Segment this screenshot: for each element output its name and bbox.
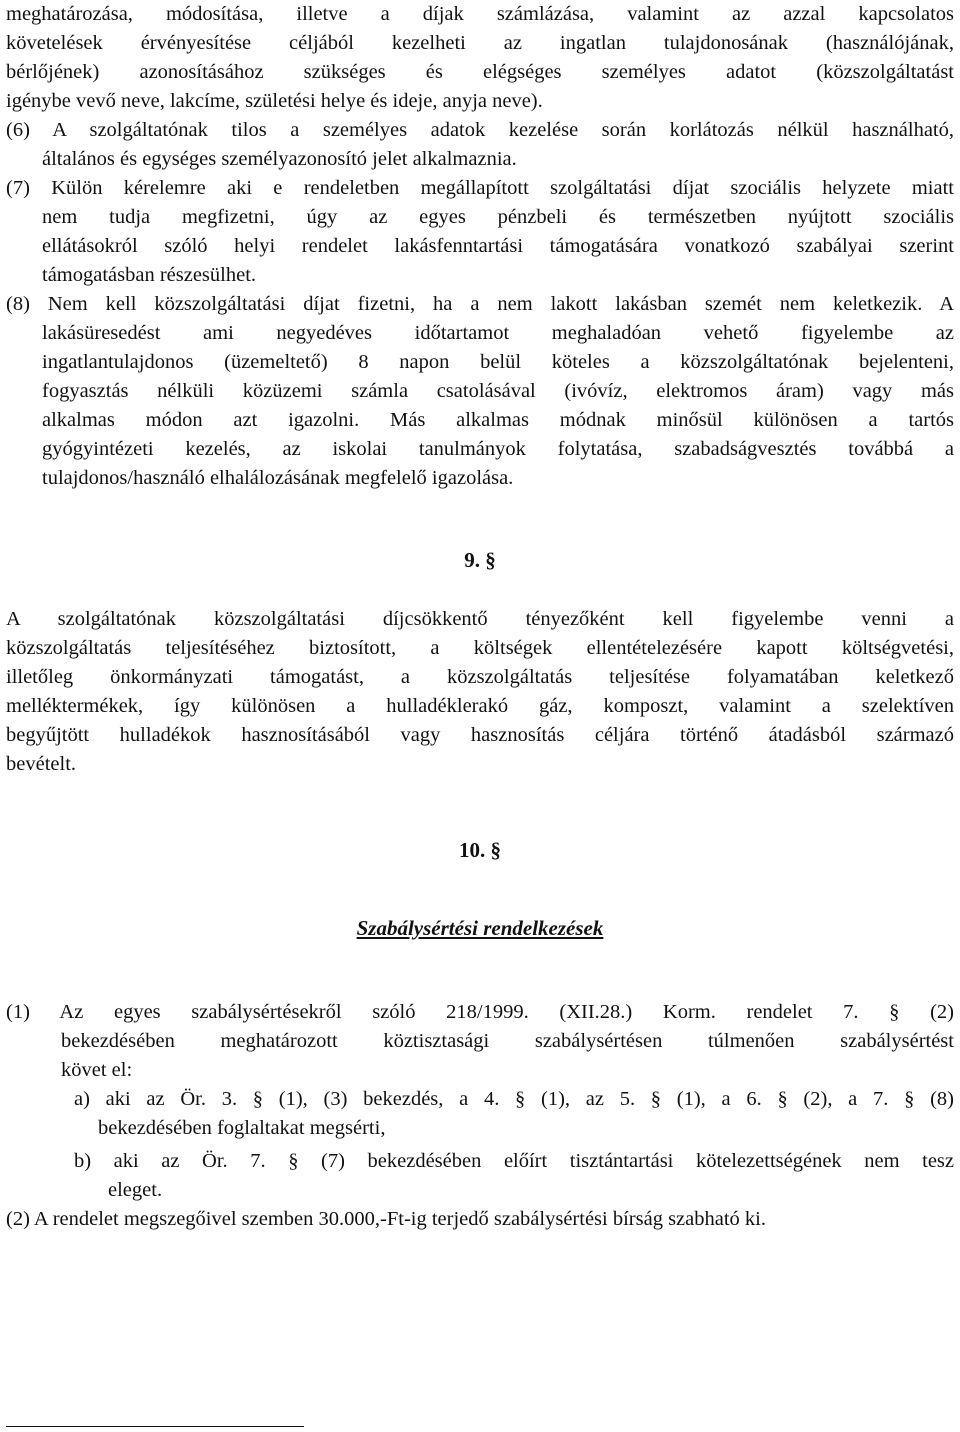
text-line: bekezdésében foglaltakat megsérti, — [98, 1117, 386, 1139]
paragraph-8 — [6, 290, 954, 493]
footnote-separator — [6, 1426, 304, 1427]
paragraph-continuation — [6, 0, 954, 116]
text-line: fogyasztás nélküli közüzemi számla csatolásával (ivóvíz, elektromos áram) vagy más — [42, 380, 954, 402]
section-9-heading: 9. § — [464, 548, 496, 572]
list-item-b — [74, 1147, 954, 1205]
section-10-paragraph-1 — [6, 998, 954, 1085]
text-line: követelések érvényesítése céljából kezelheti az ingatlan tulajdonosának (használójának, — [6, 32, 954, 54]
text-line: nem tudja megfizetni, úgy az egyes pénzbeli és természetben nyújtott szociális — [42, 206, 954, 228]
text-line: általános és egységes személyazonosító jelet alkalmaznia. — [42, 148, 517, 170]
text-line: bekezdésében meghatározott köztisztasági szabálysértésen túlmenően szabálysértést — [61, 1030, 954, 1052]
text-line: gyógyintézeti kezelés, az iskolai tanulmányok folytatása, szabadságvesztés továbbá a — [42, 438, 954, 460]
text-line: A szolgáltatónak közszolgáltatási díjcsökkentő tényezőként kell figyelembe venni a — [6, 608, 954, 630]
list-item-a — [74, 1085, 954, 1143]
text-line: követ el: — [61, 1059, 133, 1081]
text-line: tulajdonos/használó elhalálozásának megfelelő igazolása. — [42, 467, 514, 489]
text-line: melléktermékek, így különösen a hulladéklerakó gáz, komposzt, valamint a szelektíven — [6, 695, 954, 717]
text-line: alkalmas módon azt igazolni. Más alkalmas módnak minősül különösen a tartós — [42, 409, 954, 431]
text-line: lakásüresedést ami negyedéves időtartamot meghaladóan vehető figyelembe az — [42, 322, 954, 344]
text-line: illetőleg önkormányzati támogatást, a közszolgáltatás teljesítése folyamatában keletkező — [6, 666, 954, 688]
text-line: (6) A szolgáltatónak tilos a személyes adatok kezelése során korlátozás nélkül használható, — [6, 119, 954, 141]
text-line: (2) A rendelet megszegőivel szemben 30.000,-Ft-ig terjedő szabálysértési bírság szabható ki. — [6, 1208, 766, 1230]
section-9-body — [6, 605, 954, 779]
text-line: támogatásban részesülhet. — [42, 264, 257, 286]
text-line: ingatlantulajdonos (üzemeltető) 8 napon belül köteles a közszolgáltatónak bejelenteni, — [42, 351, 954, 373]
section-10-title: Szabálysértési rendelkezések — [356, 916, 604, 940]
text-line: igénybe vevő neve, lakcíme, születési helye és ideje, anyja neve). — [6, 90, 543, 112]
text-line: közszolgáltatás teljesítéséhez biztosított, a költségek ellentételezésére kapott költségvetési, — [6, 637, 954, 659]
text-line: b) aki az Ör. 7. § (7) bekezdésében előírt tisztántartási kötelezettségének nem tesz — [74, 1150, 954, 1172]
paragraph-6 — [6, 116, 954, 174]
text-line: (8) Nem kell közszolgáltatási díjat fizetni, ha a nem lakott lakásban szemét nem keletkezik. A — [6, 293, 954, 315]
text-line: bérlőjének) azonosításához szükséges és elégséges személyes adatot (közszolgáltatást — [6, 61, 954, 83]
section-10-paragraph-2 — [6, 1205, 954, 1234]
text-line: ellátásokról szóló helyi rendelet lakásfenntartási támogatására vonatkozó szabályai szerint — [42, 235, 954, 257]
text-line: meghatározása, módosítása, illetve a díjak számlázása, valamint az azzal kapcsolatos — [6, 3, 954, 25]
text-line: (1) Az egyes szabálysértésekről szóló 218/1999. (XII.28.) Korm. rendelet 7. § (2) — [6, 1001, 954, 1023]
section-10-heading: 10. § — [459, 838, 501, 862]
paragraph-7 — [6, 174, 954, 290]
text-line: bevételt. — [6, 753, 77, 775]
text-line: eleget. — [108, 1179, 163, 1201]
text-line: a) aki az Ör. 3. § (1), (3) bekezdés, a 4. § (1), az 5. § (1), a 6. § (2), a 7. § (8) — [74, 1088, 954, 1110]
text-line: (7) Külön kérelemre aki e rendeletben megállapított szolgáltatási díjat szociális helyzete miatt — [6, 177, 954, 199]
text-line: begyűjtött hulladékok hasznosításából vagy hasznosítás céljára történő átadásból származó — [6, 724, 954, 746]
